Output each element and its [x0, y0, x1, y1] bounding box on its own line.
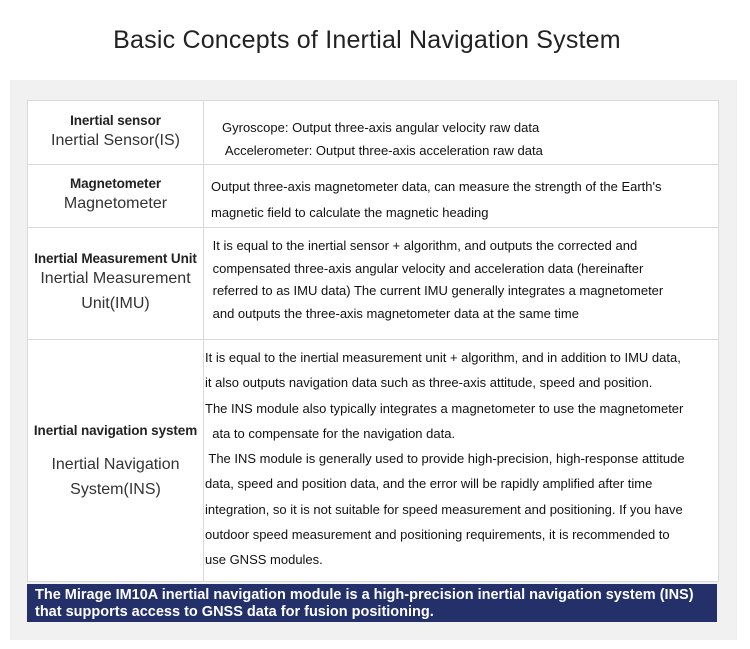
description-line: The INS module is generally used to provide high-precision, high-response attitude — [205, 451, 685, 467]
description-line: The INS module also typically integrates a magnetometer to use the magnetometer — [205, 400, 684, 416]
label-line: Inertial Sensor(IS) — [51, 131, 180, 149]
label-line: Magnetometer — [63, 195, 168, 212]
label-line: System(INS) — [70, 481, 161, 498]
description-line: Accelerometer: Output three-axis acceleration raw data — [222, 143, 543, 158]
row-label-small: Inertial sensor — [70, 112, 161, 128]
description-line: integration, so it is not suitable for speed measurement and positioning. If you have — [205, 501, 683, 517]
product-banner — [27, 584, 717, 622]
row-description-cell — [204, 165, 719, 227]
row-label-large — [51, 452, 179, 502]
description-line: outdoor speed measurement and positioning requirements, it is recommended to — [205, 527, 670, 543]
label-line: Inertial Navigation — [51, 456, 180, 473]
label-line: Inertial Measurement — [40, 270, 191, 287]
table-row-magnetometer — [27, 165, 719, 228]
row-description-cell — [204, 101, 719, 164]
description-line: magnetic field to calculate the magnetic heading — [211, 205, 489, 220]
row-label-large — [64, 191, 167, 216]
row-label-large — [40, 266, 190, 316]
row-label-small: Inertial Measurement Unit — [34, 251, 197, 266]
table-row-imu — [27, 228, 719, 340]
concepts-table — [27, 100, 719, 582]
table-row-ins — [27, 340, 719, 582]
row-label-large — [51, 128, 180, 153]
banner-line: The Mirage IM10A inertial navigation module is a high-precision inertial navigation system (INS) — [35, 587, 694, 603]
description-line: It is equal to the inertial measurement unit + algorithm, and in addition to IMU data, — [205, 350, 681, 365]
banner-line: that supports access to GNSS data for fusion positioning. — [35, 603, 434, 620]
row-label-cell — [27, 101, 204, 164]
row-description-cell — [204, 340, 719, 581]
row-label-small: Magnetometer — [69, 176, 162, 191]
page-title: Basic Concepts of Inertial Navigation System — [113, 26, 621, 54]
row-description-cell — [204, 228, 719, 339]
description-line: ata to compensate for the navigation data. — [205, 425, 456, 441]
description-line: data, speed and position data, and the error will be rapidly amplified after time — [205, 476, 653, 492]
row-label-cell — [27, 228, 204, 339]
description-line: compensated three-axis angular velocity and acceleration data (hereinafter — [209, 260, 644, 276]
description-line: Gyroscope: Output three-axis angular velocity raw data — [222, 120, 540, 135]
row-label-cell — [27, 165, 204, 227]
description-line: use GNSS modules. — [205, 552, 323, 568]
label-line: Unit(IMU) — [81, 295, 150, 312]
description-line: and outputs the three-axis magnetometer data at the same time — [209, 305, 579, 321]
row-label-cell — [27, 340, 204, 581]
description-line: It is equal to the inertial sensor + algorithm, and outputs the corrected and — [209, 238, 638, 253]
row-label-small: Inertial navigation system — [33, 423, 198, 438]
table-row-inertial-sensor — [27, 101, 719, 165]
description-line: Output three-axis magnetometer data, can measure the strength of the Earth's — [211, 179, 662, 194]
description-line: it also outputs navigation data such as three-axis attitude, speed and position. — [205, 375, 653, 391]
description-line: referred to as IMU data) The current IMU generally integrates a magnetometer — [209, 283, 664, 298]
